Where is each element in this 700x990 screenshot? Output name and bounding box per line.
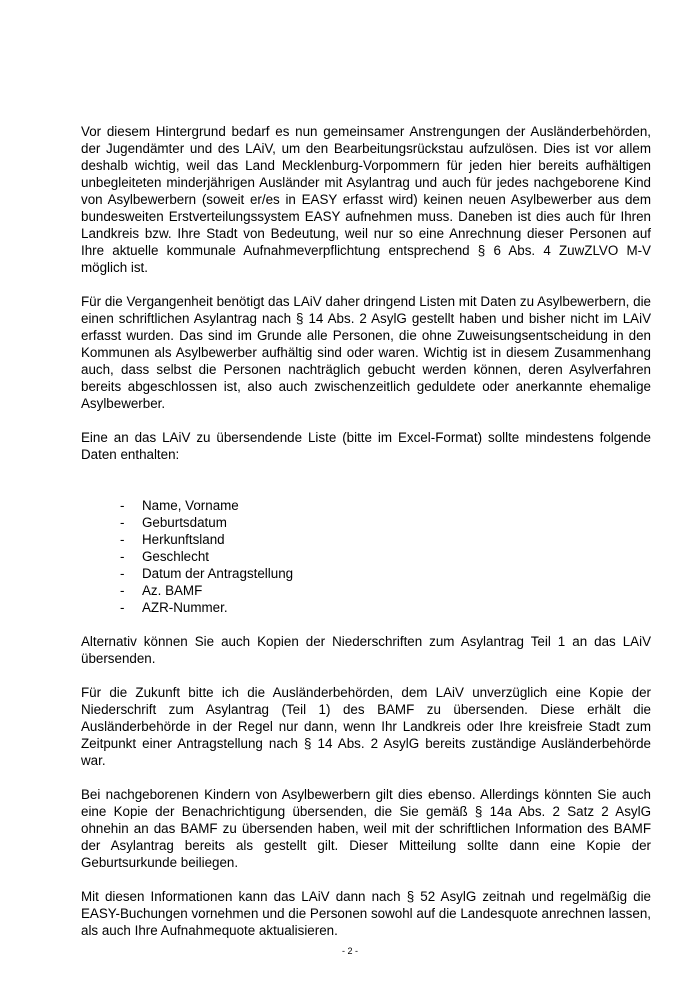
list-item xyxy=(81,531,651,548)
document-body xyxy=(81,123,651,956)
paragraph-past-lists: Für die Vergangenheit benötigt das LAiV daher dringend Listen mit Daten zu Asylbewerbern, die einen schriftlichen Asylantrag nach § 14 Abs. 2 AsylG gestellt haben und bisher nicht im LAiV erfasst wurden. Das sind im Grunde alle Personen, die ohne Zuweisungsentscheidung in den Kommunen als Asylbewerber aufhältig sind oder waren. Wichtig ist in diesem Zusammenhang auch, dass selbst die Personen nachträglich gebucht werden können, deren Asylverfahren bereits abgeschlossen ist, also auch zwischenzeitlich geduldete oder anerkannte ehemalige Asylbewerber. xyxy=(81,294,651,411)
list-dash: - xyxy=(120,498,125,513)
list-dash: - xyxy=(120,532,125,547)
list-item xyxy=(81,548,651,565)
paragraph-future: Für die Zukunft bitte ich die Ausländerbehörden, dem LAiV unverzüglich eine Kopie der Niederschrift zum Asylantrag (Teil 1) des BAMF zu übersenden. Diese erhält die Ausländerbehörde in der Regel nur dann, wenn Ihr Landkreis oder Ihre kreisfreie Stadt zum Zeitpunkt einer Antragstellung nach § 14 Abs. 2 AsylG bereits zuständige Ausländerbehörde war. xyxy=(81,685,651,768)
list-item-text: Datum der Antragstellung xyxy=(142,566,294,581)
list-item xyxy=(81,599,651,616)
list-dash: - xyxy=(120,549,125,564)
list-item xyxy=(81,582,651,599)
list-item-text: Name, Vorname xyxy=(142,498,239,513)
list-dash: - xyxy=(120,600,125,615)
list-spacer xyxy=(81,480,651,497)
list-item xyxy=(81,514,651,531)
list-item-text: AZR-Nummer. xyxy=(142,600,228,615)
list-item xyxy=(81,565,651,582)
list-item-text: Geschlecht xyxy=(142,549,209,564)
list-dash: - xyxy=(120,515,125,530)
required-data-list xyxy=(81,497,651,616)
list-dash: - xyxy=(120,583,125,598)
paragraph-list-intro: Eine an das LAiV zu übersendende Liste (bitte im Excel-Format) sollte mindestens folgende Daten enthalten: xyxy=(81,430,651,462)
page-number: - 2 - xyxy=(341,946,358,956)
paragraph-background: Vor diesem Hintergrund bedarf es nun gemeinsamer Anstrengungen der Ausländerbehörden, der Jugendämter und des LAiV, um den Bearbeitungsrückstau aufzulösen. Dies ist vor allem deshalb wichtig, weil das Land Mecklenburg-Vorpommern für jeden hier bereits aufhältigen unbegleiteten minderjährigen Ausländer mit Asylantrag und auch für jedes nachgeborene Kind von Asylbewerbern (soweit er/es in EASY erfasst wird) keinen neuen Asylbewerber aus dem bundesweiten Erstverteilungssystem EASY aufnehmen muss. Daneben ist dies auch für Ihren Landkreis bzw. Ihre Stadt von Bedeutung, weil nur so eine Anrechnung dieser Personen auf Ihre aktuelle kommunale Aufnahmeverpflichtung entsprechend § 6 Abs. 4 ZuwZLVO M-V möglich ist. xyxy=(81,124,651,275)
list-item-text: Herkunftsland xyxy=(142,532,225,547)
paragraph-alternative: Alternativ können Sie auch Kopien der Niederschriften zum Asylantrag Teil 1 an das LAiV übersenden. xyxy=(81,634,651,666)
paragraph-conclusion: Mit diesen Informationen kann das LAiV dann nach § 52 AsylG zeitnah und regelmäßig die EASY-Buchungen vornehmen und die Personen sowohl auf die Landesquote anrechnen lassen, als auch Ihre Aufnahmequote aktualisieren. xyxy=(81,889,651,938)
list-item-text: Geburtsdatum xyxy=(142,515,227,530)
paragraph-newborn-children: Bei nachgeborenen Kindern von Asylbewerbern gilt dies ebenso. Allerdings könnten Sie auch eine Kopie der Benachrichtigung übersenden, die Sie gemäß § 14a Abs. 2 Satz 2 AsylG ohnehin an das BAMF zu übersenden haben, weil mit der schriftlichen Information des BAMF der Asylantrag bereits als gestellt gilt. Dieser Mitteilung sollte dann eine Kopie der Geburtsurkunde beiliegen. xyxy=(81,787,651,870)
list-dash: - xyxy=(120,566,125,581)
list-item xyxy=(81,497,651,514)
list-item-text: Az. BAMF xyxy=(142,583,203,598)
